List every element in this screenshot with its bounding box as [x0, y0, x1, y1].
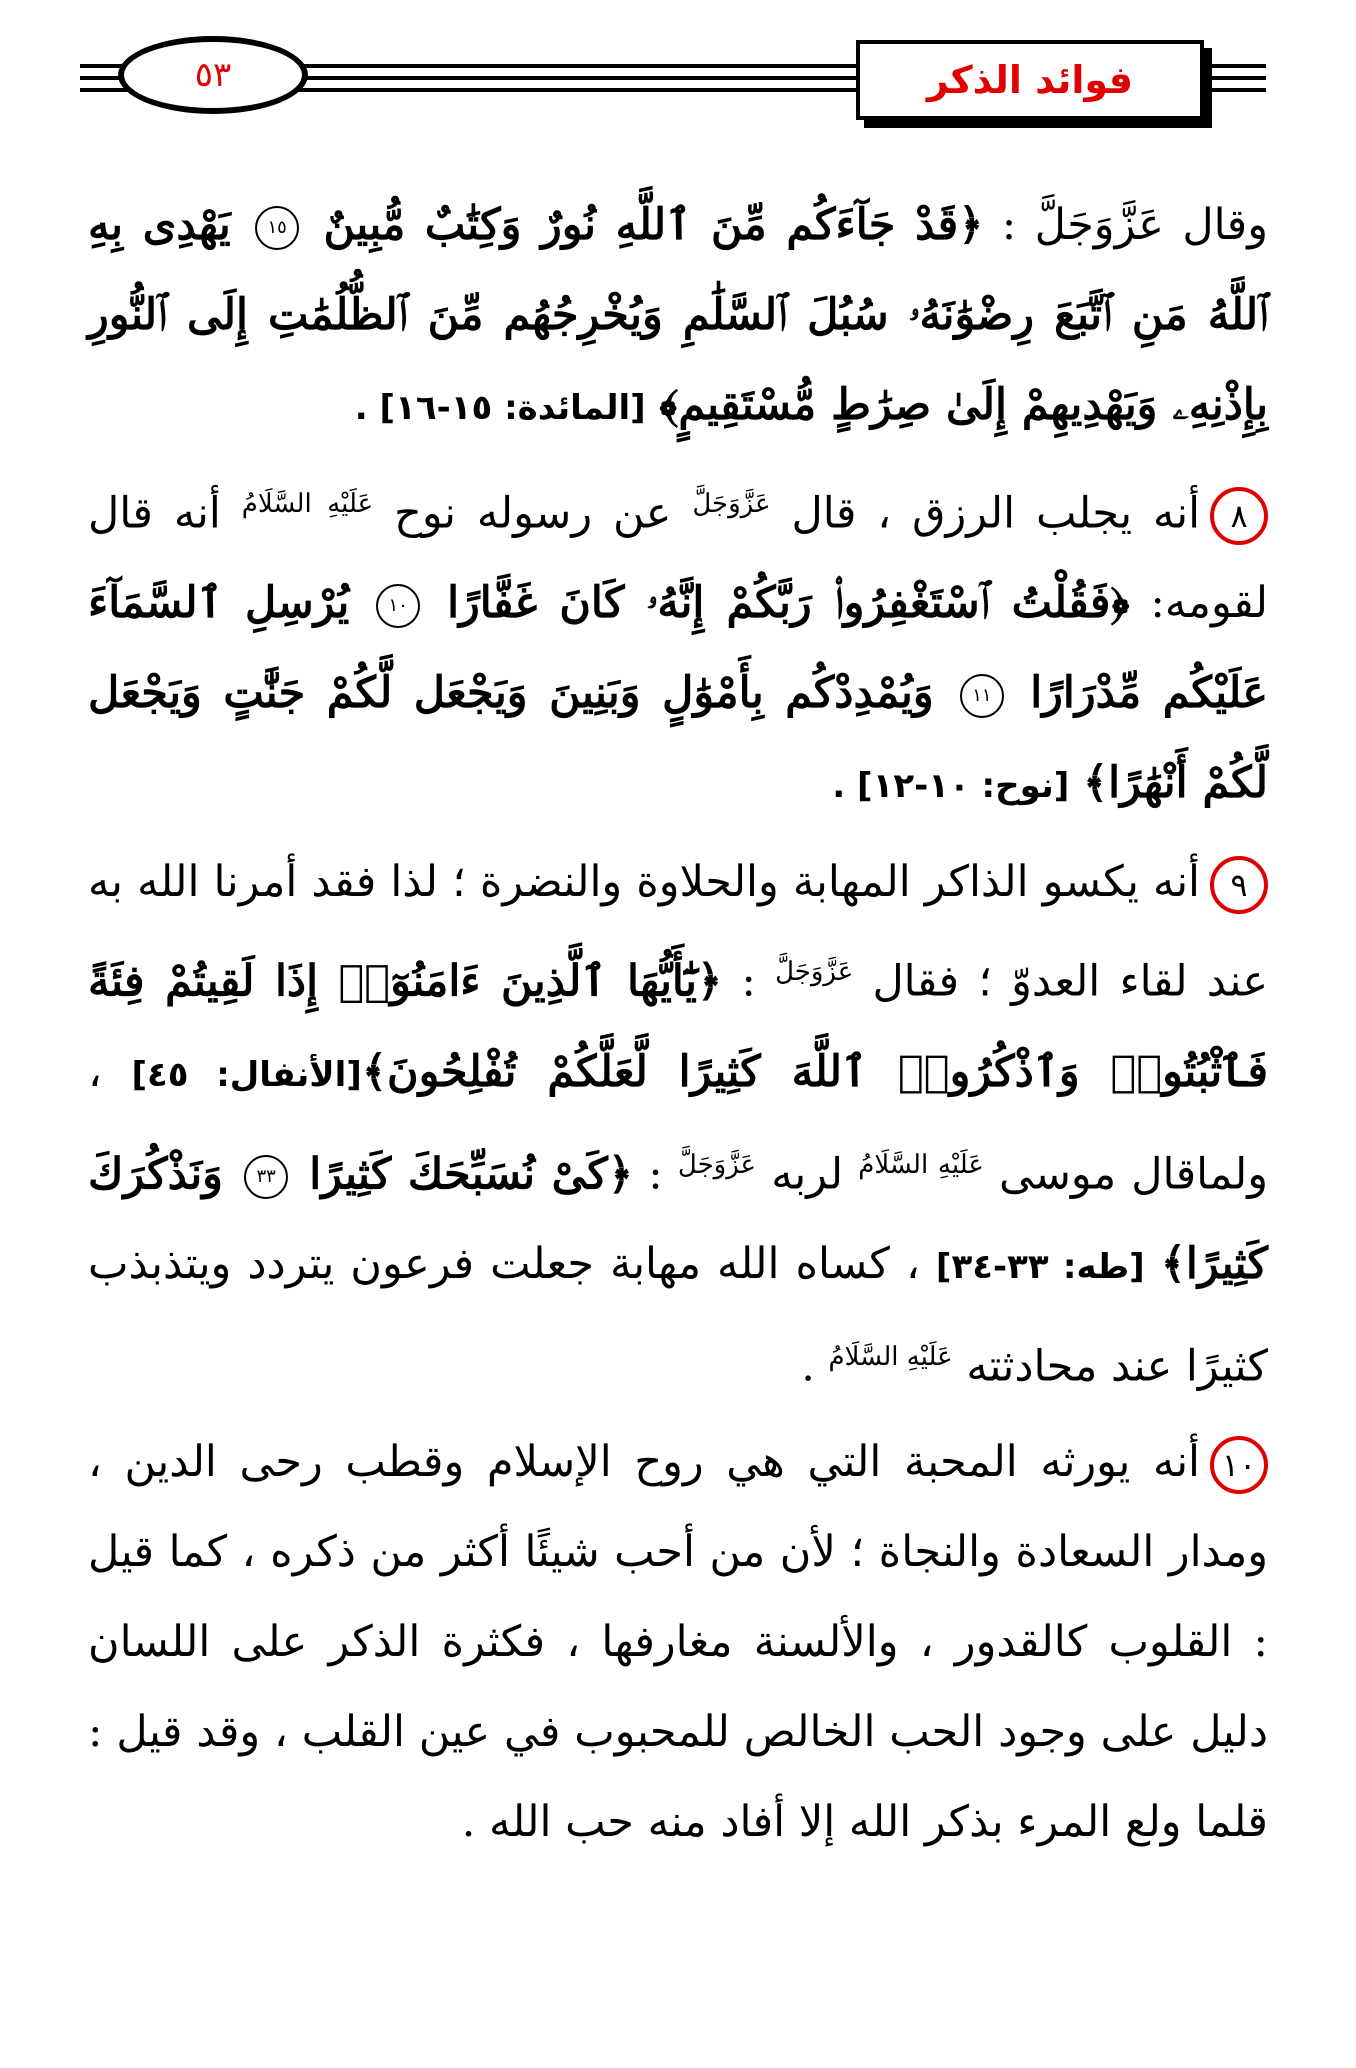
honorific: عَزَّوَجَلَّ: [775, 957, 854, 988]
page-number-badge: [118, 36, 308, 114]
paragraph-point-10: [88, 1417, 1268, 1867]
honorific: عَزَّوَجَلَّ: [692, 489, 771, 519]
point-text: ، ولماقال موسى: [88, 1046, 1268, 1199]
quran-verse: ﴿قَدْ جَآءَكُم مِّنَ ٱللَّهِ نُورٌ وَكِتَٰبٌ مُّبِينٌ: [323, 200, 984, 250]
verse-reference: [نوح: ١٠-١٢] .: [832, 766, 1070, 807]
point-number-circle: ٨: [1210, 487, 1268, 545]
punctuation: .: [801, 1341, 829, 1392]
honorific: عَلَيْهِ السَّلَامُ: [241, 489, 374, 519]
point-number-circle: ١٠: [1210, 1436, 1268, 1494]
honorific: عَلَيْهِ السَّلَامُ: [828, 1341, 953, 1372]
punctuation: :: [722, 956, 776, 1007]
point-text: أنه قال لقومه:: [88, 488, 1269, 629]
point-text: لربه: [771, 1148, 844, 1199]
point-text: ، كساه الله مهابة جعلت فرعون يتردد ويتذبذب كثيرًا عند محادثته: [88, 1238, 1268, 1392]
point-text: أنه يكسو الذاكر المهابة والحلاوة والنضرة ؛ لذا فقد أمرنا الله به عند لقاء العدوّ ؛ فقال: [88, 857, 1268, 1007]
ayah-number-marker: ١١: [960, 674, 1004, 718]
intro-text: وقال عَزَّوَجَلَّ :: [983, 200, 1269, 250]
quran-verse: يَهْدِى بِهِ ٱللَّهُ مَنِ ٱتَّبَعَ رِضْوَٰنَهُۥ سُبُلَ ٱلسَّلَٰمِ وَيُخْرِجُهُم مِّنَ ٱلظُّلُمَٰتِ إِلَى ٱلنُّورِ بِإِذْنِهِۦ وَيَهْدِيهِمْ إِلَىٰ صِرَٰطٍ مُّسْتَقِيمٍ﴾: [88, 200, 1268, 430]
quran-verse: يُرْسِلِ ٱلسَّمَآءَ عَلَيْكُم مِّدْرَارًا: [88, 578, 1269, 719]
page-body: [88, 180, 1268, 1867]
chapter-title: فوائد الذكر: [926, 58, 1134, 102]
quran-verse: ﴿فَقُلْتُ ٱسْتَغْفِرُوا۟ رَبَّكُمْ إِنَّهُۥ كَانَ غَفَّارًا: [447, 578, 1130, 629]
verse-reference: [طه: ٣٣-٣٤]: [935, 1246, 1145, 1287]
point-text: عن رسوله نوح: [394, 488, 672, 539]
point-text: أنه يورثه المحبة التي هي روح الإسلام وقطب رحى الدين ، ومدار السعادة والنجاة ؛ لأن من أحب شيئًا أكثر من ذكره ، كما قيل : القلوب كالقدور ، والألسنة مغارفها ، فكثرة الذكر على اللسان دليل على وجود الحب الخالص للمحبوب في عين القلب ، وقد قيل : قلما ولع المرء بذكر الله إلا أفاد منه حب الله .: [88, 1437, 1268, 1848]
honorific: عَزَّوَجَلَّ: [677, 1149, 757, 1180]
point-text: أنه يجلب الرزق ، قال: [791, 488, 1201, 539]
verse-reference: [الأنفال: ٤٥]: [131, 1054, 362, 1095]
paragraph-intro-verse: [88, 180, 1268, 453]
quran-verse: وَيُمْدِدْكُم بِأَمْوَٰلٍ وَبَنِينَ وَيَجْعَل لَّكُمْ جَنَّٰتٍ وَيَجْعَل لَّكُمْ أَنْهَٰرًا﴾: [88, 668, 1268, 809]
paragraph-point-8: [88, 459, 1268, 831]
honorific: عَلَيْهِ السَّلَامُ: [858, 1149, 984, 1180]
ayah-number-marker: ٣٣: [244, 1155, 288, 1199]
chapter-title-box: [856, 40, 1204, 120]
ayah-number-marker: ١٠: [376, 584, 420, 628]
point-number-circle: ٩: [1210, 856, 1268, 914]
verse-reference: [المائدة: ١٥-١٦] .: [354, 388, 646, 428]
paragraph-point-9: ٩أنه يكسو الذاكر المهابة والحلاوة والنضرة ؛ لذا فقد أمرنا الله به عند لقاء العدوّ ؛ فقال $^{عَزَّوَجَلَّ}$ : ﴿يَٰٓأَيُّهَا ٱلَّذِينَ ءَامَنُوٓا۟ إِذَا لَقِيتُمْ فِئَةً فَٱثْبُتُوا۟ وَٱذْكُرُوا۟ ٱللَّهَ كَثِيرًا لَّعَلَّكُمْ تُفْلِحُونَ﴾[الأنفال: ٤٥] ، ولماقال موسى $^{عَلَيْهِ السَّلَامُ}$ لربه $^{عَزَّوَجَلَّ}$ : ﴿كَىْ نُسَبِّحَكَ كَثِيرًا ٣٣ وَنَذْكُرَكَ كَثِيرًا﴾ [طه: ٣٣-٣٤] ، كساه الله مهابة جعلت فرعون يتردد ويتذبذب كثيرًا عند محادثته $^{عَلَيْهِ السَّلَامُ}$ .: [88, 857, 1269, 1392]
quran-verse: ﴿كَىْ نُسَبِّحَكَ كَثِيرًا: [309, 1148, 634, 1199]
ayah-number-marker: ١٥: [255, 206, 299, 250]
page-number: ٥٣: [194, 55, 232, 95]
quran-verse: وَنَذْكُرَكَ كَثِيرًا﴾: [88, 1148, 1268, 1289]
quran-verse: ﴿يَٰٓأَيُّهَا ٱلَّذِينَ ءَامَنُوٓا۟ إِذَا لَقِيتُمْ فِئَةً فَٱثْبُتُوا۟ وَٱذْكُرُوا۟ ٱللَّهَ كَثِيرًا لَّعَلَّكُمْ تُفْلِحُونَ﴾: [88, 956, 1269, 1097]
